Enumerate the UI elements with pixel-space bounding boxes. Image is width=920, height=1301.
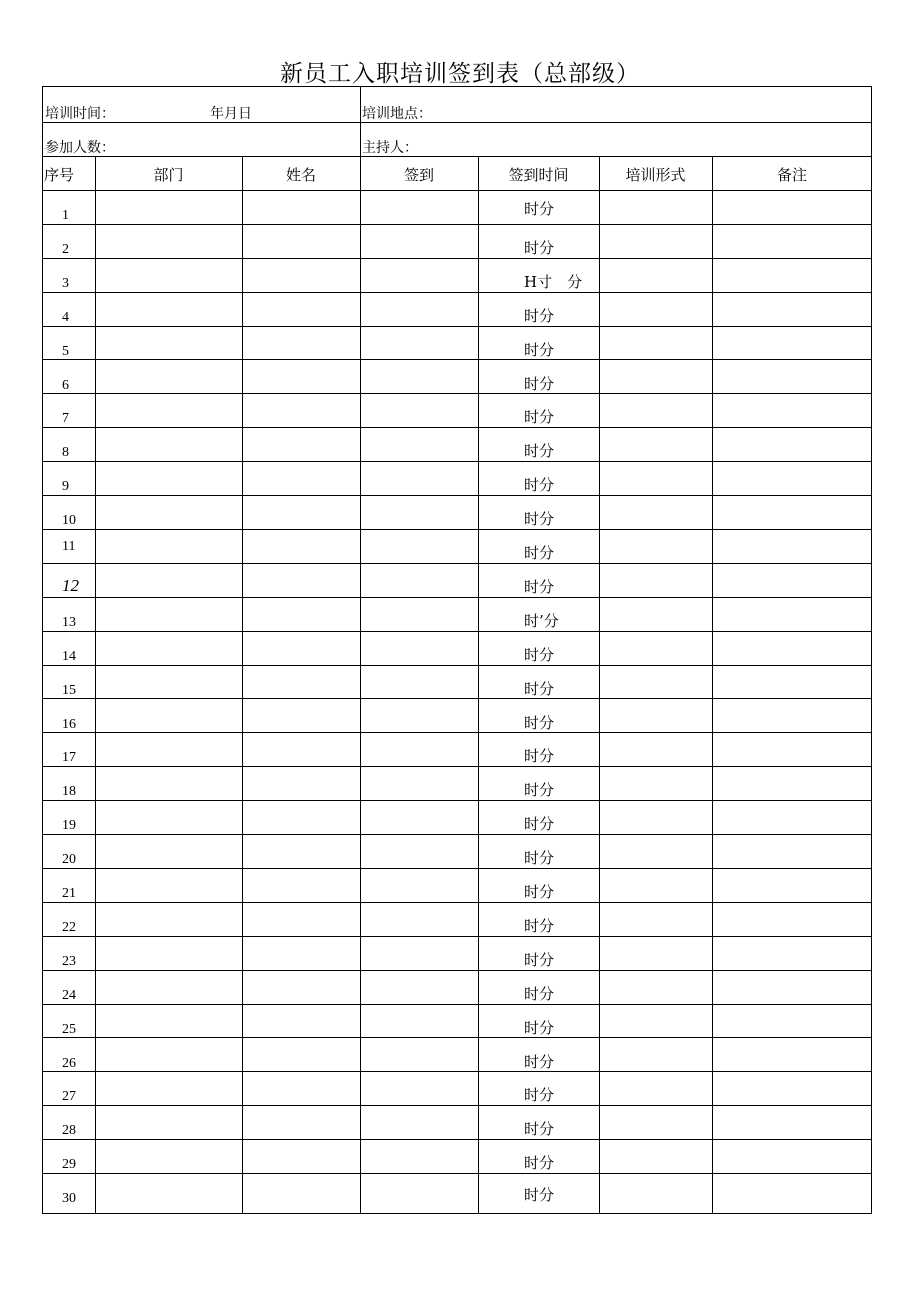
row-number: 19 xyxy=(62,818,76,834)
host-label: 主持人： xyxy=(362,140,418,156)
col-header-sign: 签到 xyxy=(403,165,434,184)
sign-time-cell: 时分 xyxy=(524,815,555,834)
table-row xyxy=(43,767,871,801)
table-row xyxy=(43,259,871,293)
sign-time-cell: 时分 xyxy=(524,1154,555,1173)
sign-time-cell: 时分 xyxy=(524,476,555,495)
sign-time-cell: 时分 xyxy=(524,442,555,461)
sign-time-cell: 时分 xyxy=(524,408,555,427)
col-header-no: 序号 xyxy=(44,165,75,184)
row-number: 16 xyxy=(62,716,76,732)
row-number: 29 xyxy=(62,1157,76,1173)
sign-time-cell: 时分 xyxy=(524,1120,555,1139)
sign-time-cell: 时分 xyxy=(524,1186,555,1205)
sign-time-cell: 时分 xyxy=(524,984,555,1003)
row-number: 25 xyxy=(62,1021,76,1037)
table-row xyxy=(43,1140,871,1174)
row-number: 14 xyxy=(62,648,76,664)
table-row xyxy=(43,428,871,462)
col-header-department: 部门 xyxy=(153,165,184,184)
sign-time-cell: 时分 xyxy=(524,645,555,664)
participants-label: 参加人数： xyxy=(45,140,115,156)
date-placeholder: 年月日 xyxy=(210,106,252,122)
sign-time-cell: 时分 xyxy=(524,1018,555,1037)
sign-time-cell: 时分 xyxy=(524,510,555,529)
table-row xyxy=(43,903,871,937)
table-row xyxy=(43,632,871,666)
table-row xyxy=(43,1039,871,1073)
sign-time-cell: 时分 xyxy=(524,883,555,901)
sign-time-cell: 时分 xyxy=(524,950,555,969)
table-row xyxy=(43,869,871,903)
table-row xyxy=(43,700,871,734)
row-number: 9 xyxy=(62,479,69,495)
info-row-time xyxy=(43,87,871,123)
col-header-name: 姓名 xyxy=(285,165,316,184)
sign-time-cell: 时分 xyxy=(524,713,555,732)
table-row xyxy=(43,1005,871,1039)
sign-time-cell: 时分 xyxy=(524,781,555,800)
row-number: 12 xyxy=(62,575,79,595)
row-number: 13 xyxy=(62,614,76,630)
table-row xyxy=(43,1106,871,1140)
table-row xyxy=(43,293,871,327)
page-title: 新员工入职培训签到表（总部级） xyxy=(280,61,640,87)
info-divider xyxy=(360,87,361,157)
table-row xyxy=(43,191,871,225)
col-header-remarks: 备注 xyxy=(776,165,807,184)
row-number: 17 xyxy=(62,750,76,766)
row-number: 11 xyxy=(62,539,76,554)
table-row xyxy=(43,1072,871,1106)
row-number: 2 xyxy=(62,241,69,257)
table-row xyxy=(43,496,871,530)
row-number: 21 xyxy=(62,886,76,901)
row-number: 4 xyxy=(62,309,69,325)
row-number: 6 xyxy=(62,377,69,393)
row-number: 28 xyxy=(62,1123,76,1139)
col-header-training-format: 培训形式 xyxy=(625,165,686,184)
col-header-sign-time: 签到时间 xyxy=(508,165,569,184)
sign-time-cell: 时分 xyxy=(524,849,555,868)
table-row xyxy=(43,530,871,564)
sign-time-cell: 时分 xyxy=(524,544,555,562)
sign-time-cell: 时分 xyxy=(524,238,555,257)
table-row xyxy=(43,971,871,1005)
row-number: 3 xyxy=(62,275,69,291)
sign-time-cell: 时分 xyxy=(524,200,555,218)
row-number: 1 xyxy=(62,208,69,223)
sign-time-cell: 时分 xyxy=(524,374,555,393)
row-number: 8 xyxy=(62,445,69,461)
row-number: 15 xyxy=(62,682,76,698)
sign-time-cell: 时分 xyxy=(524,747,555,766)
sign-time-cell: 时’分 xyxy=(524,611,559,630)
table-row xyxy=(43,598,871,632)
row-number: 5 xyxy=(62,343,69,359)
row-number: 7 xyxy=(62,411,69,427)
table-row xyxy=(43,835,871,869)
sign-time-cell: 时分 xyxy=(524,340,555,359)
table-row xyxy=(43,361,871,395)
row-number: 20 xyxy=(62,852,76,868)
row-number: 27 xyxy=(62,1089,76,1105)
row-number: 22 xyxy=(62,919,76,935)
row-number: 18 xyxy=(62,784,76,800)
info-row-count xyxy=(43,123,871,157)
training-time-label: 培训时间： xyxy=(45,106,115,122)
table-row xyxy=(43,394,871,428)
row-number: 30 xyxy=(62,1191,76,1207)
sign-time-cell: H寸 分 xyxy=(524,272,583,291)
row-number: 24 xyxy=(62,987,76,1003)
sign-time-cell: 时分 xyxy=(524,306,555,325)
sign-time-cell: 时分 xyxy=(524,916,555,935)
sign-time-cell: 时分 xyxy=(524,577,555,596)
sign-time-cell: 时分 xyxy=(524,679,555,698)
row-number: 23 xyxy=(62,953,76,969)
table-row xyxy=(43,801,871,835)
training-location-label: 培训地点： xyxy=(362,106,432,122)
row-number: 26 xyxy=(62,1055,76,1071)
table-row xyxy=(43,564,871,598)
table-row xyxy=(43,666,871,700)
table-row xyxy=(43,327,871,361)
table-row xyxy=(43,462,871,496)
sign-time-cell: 时分 xyxy=(524,1086,555,1105)
table-row xyxy=(43,733,871,767)
row-number: 10 xyxy=(62,513,76,529)
sign-time-cell: 时分 xyxy=(524,1052,555,1071)
sign-in-table xyxy=(42,86,872,1214)
table-row xyxy=(43,937,871,971)
table-row xyxy=(43,225,871,259)
